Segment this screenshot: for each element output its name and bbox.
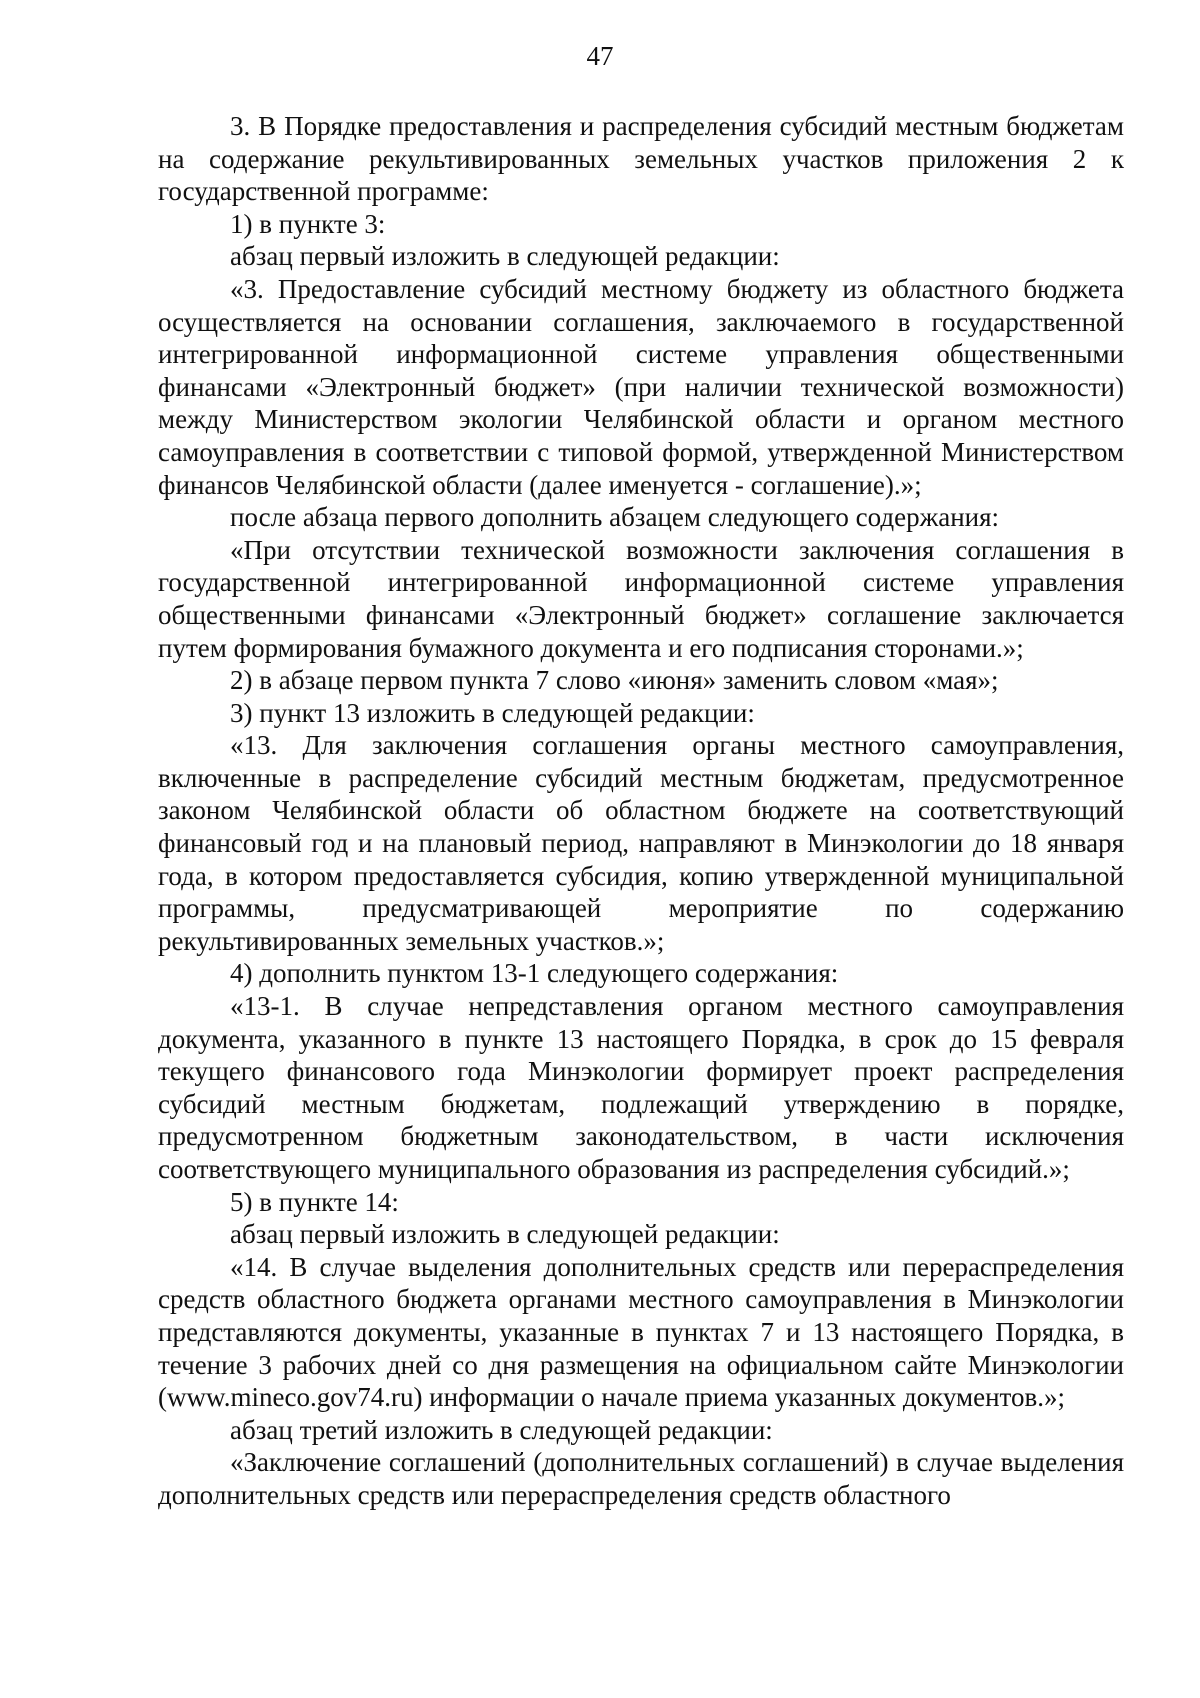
paragraph-quote-point-3: «3. Предоставление субсидий местному бюджету из областного бюджета осуществляется на основании соглашения, заключаемого в государственной интегрированной информационной системе управления общественными финансами «Электронный бюджет» (при наличии технической возможности) между Министерством экологии Челябинской области и органом местного самоуправления в соответствии с типовой формой, утвержденной Министерством финансов Челябинской области (далее именуется - соглашение).»; (158, 273, 1124, 500)
paragraph-subitem-5: 5) в пункте 14: (230, 1186, 399, 1217)
paragraph-subitem-4: 4) дополнить пунктом 13-1 следующего содержания: (230, 958, 839, 989)
paragraph-subitem-1: 1) в пункте 3: (230, 208, 386, 239)
paragraph-quote-no-tech: «При отсутствии технической возможности заключения соглашения в государственной интегрированной информационной системе управления общественными финансами «Электронный бюджет» соглашение заключается путем формирования бумажного документа и его подписания сторонами.»; (158, 534, 1124, 663)
page-number: 47 (586, 41, 614, 71)
paragraph-quote-point-13: «13. Для заключения соглашения органы местного самоуправления, включенные в распределение субсидий местным бюджетам, предусмотренное законом Челябинской области об областном бюджете на соответствующий финансовый год и на плановый период, направляют в Минэкологии до 18 января года, в котором предоставляется субсидия, копию утвержденной муниципальной программы, предусматривающей мероприятие по содержанию рекультивированных земельных участков.»; (158, 730, 1124, 956)
paragraph-subitem-3: 3) пункт 13 изложить в следующей редакции: (230, 697, 755, 728)
paragraph-quote-agreements: «Заключение соглашений (дополнительных соглашений) в случае выделения дополнительных средств или перераспределения средств областного (158, 1447, 1124, 1510)
paragraph-instruction: абзац первый изложить в следующей редакции: (230, 241, 780, 272)
paragraph-instruction: абзац первый изложить в следующей редакции: (230, 1219, 780, 1250)
paragraph-subitem-2: 2) в абзаце первом пункта 7 слово «июня» заменить словом «мая»; (230, 665, 999, 696)
paragraph-quote-point-14: «14. В случае выделения дополнительных средств или перераспределения средств областного бюджета органами местного самоуправления в Минэкологии представляются документы, указанные в пунктах 7 и 13 настоящего Порядка, в течение 3 рабочих дней со дня размещения на официальном сайте Минэкологии (www.mineco.gov74.ru) информации о начале приема указанных документов.»; (158, 1251, 1124, 1413)
paragraph-quote-point-13-1: «13-1. В случае непредставления органом местного самоуправления документа, указанного в пункте 13 настоящего Порядка, в срок до 15 февраля текущего финансового года Минэкологии формирует проект распределения субсидий местным бюджетам, подлежащий утверждению в порядке, предусмотренном бюджетным законодательством, в части исключения соответствующего муниципального образования из распределения субсидий.»; (158, 991, 1124, 1184)
paragraph-item-3-intro: 3. В Порядке предоставления и распределения субсидий местным бюджетам на содержание рекультивированных земельных участков приложения 2 к государственной программе: (158, 111, 1124, 207)
paragraph-instruction: абзац третий изложить в следующей редакции: (230, 1414, 773, 1445)
document-body (158, 110, 1124, 1512)
paragraph-instruction: после абзаца первого дополнить абзацем следующего содержания: (230, 502, 1000, 533)
